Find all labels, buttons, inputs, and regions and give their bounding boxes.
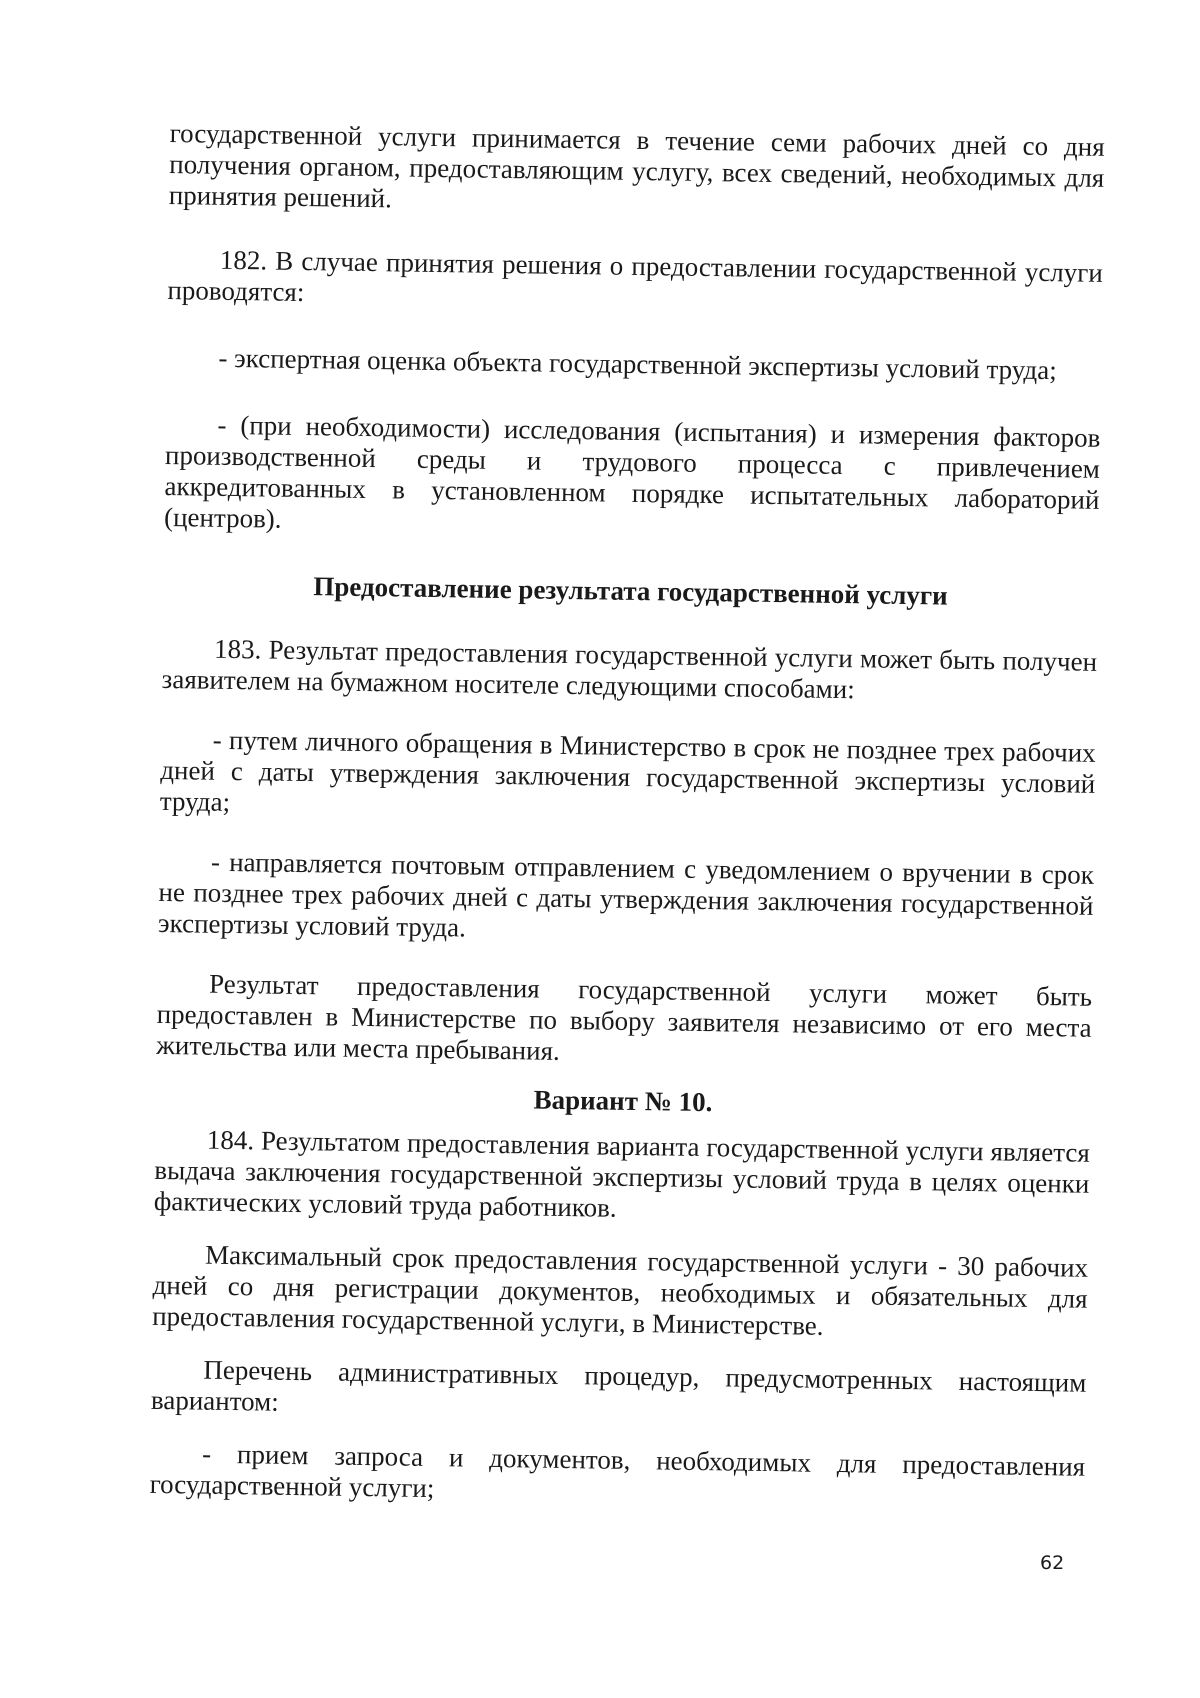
list-item-research: - (при необходимости) исследования (испытания) и измерения факторов производственной среды и трудового процесса с привлечением аккредитованных в установленном порядке испытательных лабораторий (центров). [163, 409, 1101, 534]
paragraph-max-term: Максимальный срок предоставления государственной услуги - 30 рабочих дней со дня регистрации документов, необходимых и обязательных для предоставления государственной услуги, в Министерстве. [152, 1239, 1089, 1341]
section-heading-variant: Вариант № 10. [533, 1084, 713, 1118]
paragraph-183: 183. Результат предоставления государственной услуги может быть получен заявителем на бумажном носителе следующими способами: [161, 633, 1098, 705]
list-item-expert-assessment: - экспертная оценка объекта государственной экспертизы условий труда; [218, 342, 1058, 386]
paragraph-182: 182. В случае принятия решения о предоставлении государственной услуги проводятся: [167, 244, 1104, 308]
list-item-personal-visit: - путем личного обращения в Министерство в срок не позднее трех рабочих дней с даты утверждения заключения государственной экспертизы условий труда; [159, 724, 1096, 817]
list-item-postal-delivery: - направляется почтовым отправлением с уведомлением о вручении в срок не позднее трех рабочих дней с даты утверждения заключения государственной экспертизы условий труда. [157, 846, 1095, 943]
paragraph-procedures-list: Перечень административных процедур, предусмотренных настоящим вариантом: [150, 1354, 1087, 1417]
section-heading-result: Предоставление результата государственной услуги [313, 571, 948, 611]
paragraph-continuation: государственной услуги принимается в течение семи рабочих дней со дня получения органом, предоставляющим услугу, всех сведений, необходимых для принятия решений. [168, 118, 1105, 214]
document-body [149, 118, 1104, 1514]
list-item-request-intake: - прием запроса и документов, необходимых для предоставления государственной услуги; [149, 1438, 1086, 1504]
page-number: 62 [1040, 1552, 1065, 1574]
paragraph-184: 184. Результатом предоставления варианта государственной услуги является выдача заключения государственной экспертизы условий труда в целях оценки фактических условий труда работников. [153, 1124, 1090, 1223]
paragraph-result-location: Результат предоставления государственной услуги может быть предоставлен в Министерстве по выбору заявителя независимо от его места жительства или места пребывания. [156, 968, 1093, 1066]
